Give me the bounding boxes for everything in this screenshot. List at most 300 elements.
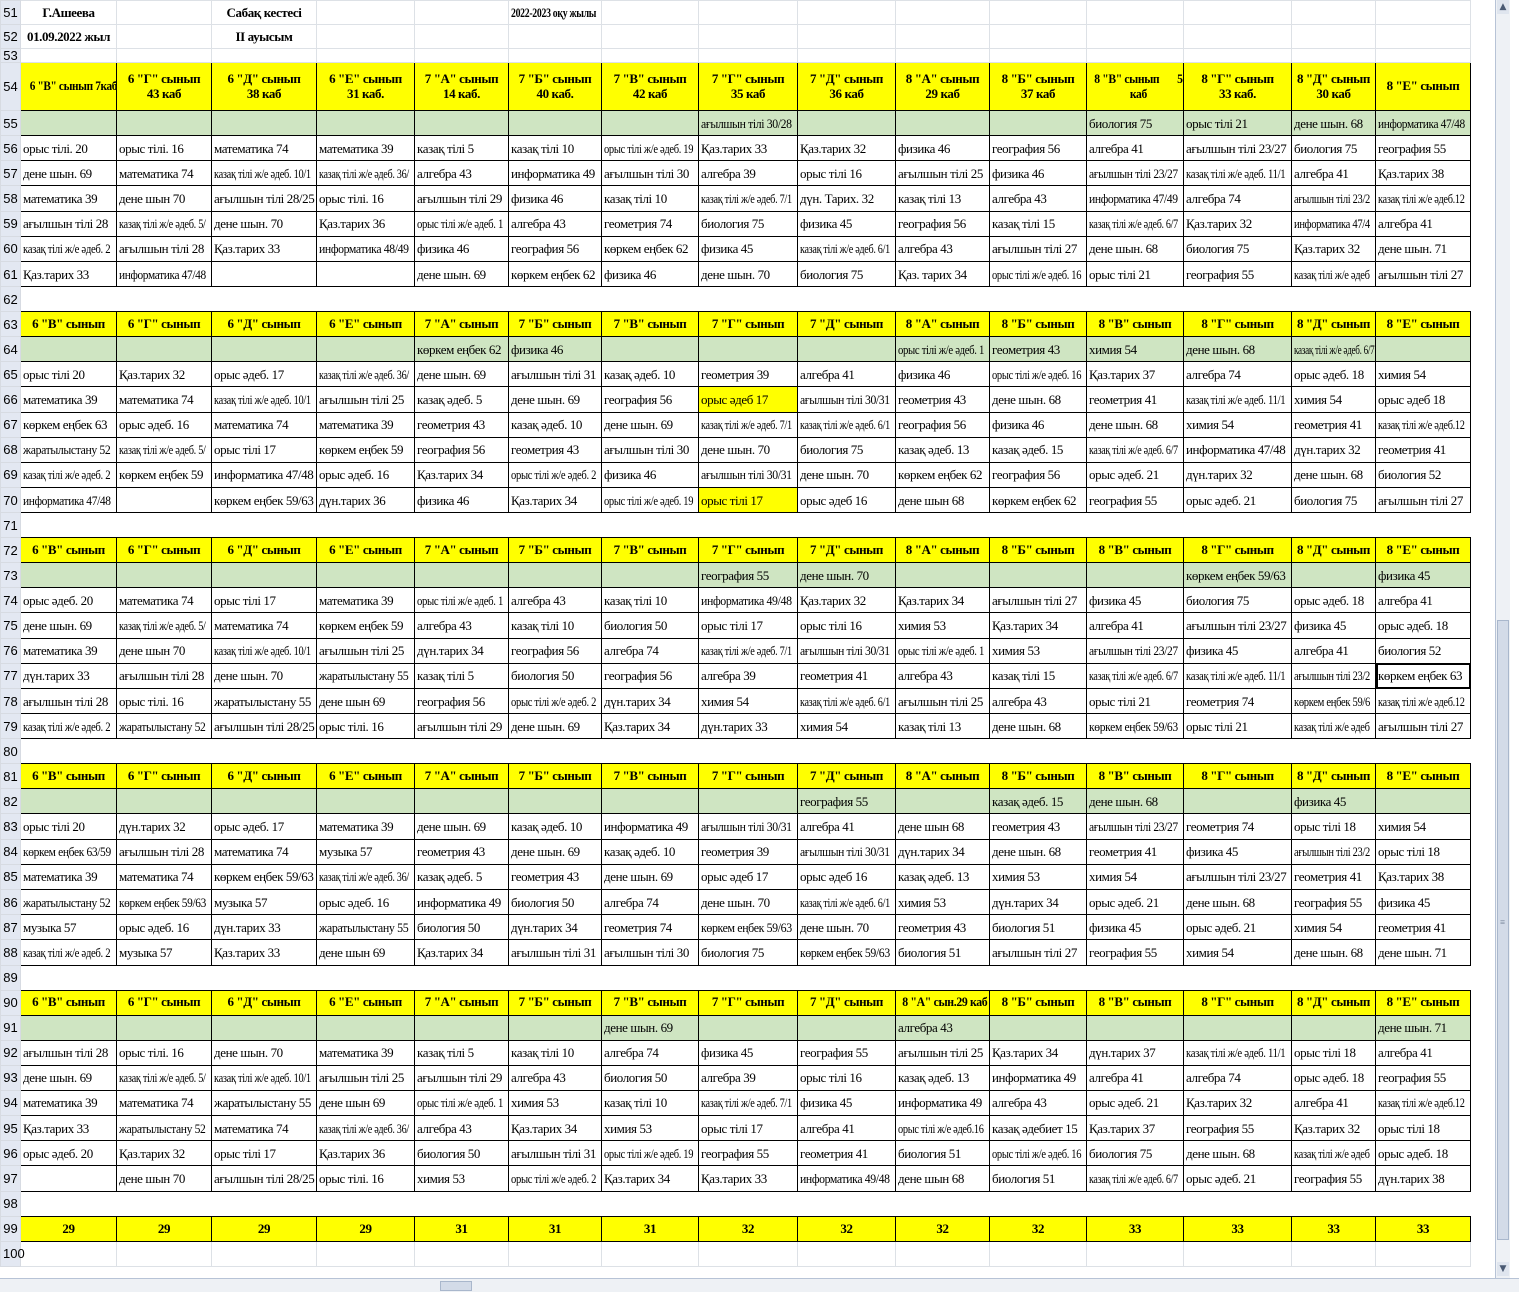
cell[interactable]: казақ тілі ж/е әдеб [1292,714,1376,739]
cell[interactable]: география 55 [1087,940,1184,965]
cell[interactable]: орыс тілі 20 [21,362,117,387]
cell[interactable]: дене шын 70 [117,638,212,663]
row-number[interactable]: 95 [1,1116,21,1141]
class-header-cell[interactable] [1184,764,1292,789]
cell[interactable] [117,1015,212,1040]
cell[interactable]: көркем еңбек 63/59 [21,839,117,864]
cell[interactable] [415,789,509,814]
cell[interactable] [509,1191,602,1216]
cell[interactable] [1184,1191,1292,1216]
cell[interactable]: казақ тілі 5 [415,1040,509,1065]
cell[interactable]: химия 54 [1184,940,1292,965]
cell[interactable]: көркем еңбек 62 [509,261,602,286]
cell[interactable]: геометрия 43 [509,437,602,462]
cell[interactable]: Қаз.тарих 38 [1376,864,1471,889]
cell[interactable]: казақ әдеб. 5 [415,864,509,889]
cell[interactable]: дене шын. 68 [1087,789,1184,814]
cell[interactable]: дене шын. 69 [509,387,602,412]
cell[interactable] [509,513,602,538]
cell[interactable]: 01.09.2022 жыл [21,25,117,49]
class-header-cell[interactable] [21,63,117,111]
cell[interactable] [896,739,990,764]
cell[interactable] [699,1015,798,1040]
cell[interactable]: геометрия 43 [509,864,602,889]
cell[interactable] [602,111,699,136]
cell[interactable] [21,1166,117,1191]
cell[interactable]: алгебра 39 [699,663,798,688]
cell[interactable] [415,287,509,312]
cell[interactable]: алгебра 43 [896,1015,990,1040]
cell[interactable]: көркем еңбек 62 [990,488,1087,513]
cell[interactable]: дене шын 68 [896,1166,990,1191]
cell[interactable]: геометрия 39 [699,362,798,387]
cell[interactable]: биология 75 [1292,488,1376,513]
row-number[interactable]: 65 [1,362,21,387]
cell[interactable]: химия 54 [1087,337,1184,362]
cell[interactable]: казақ тілі ж/е әдеб. 36/ [317,362,415,387]
cell[interactable] [1087,1191,1184,1216]
cell[interactable]: казақ тілі ж/е әдеб. 11/1 [1184,663,1292,688]
cell[interactable] [602,563,699,588]
cell[interactable]: алгебра 41 [1292,1090,1376,1115]
cell[interactable]: биология 75 [1292,136,1376,161]
cell[interactable]: алгебра 43 [415,613,509,638]
cell[interactable] [1087,1015,1184,1040]
row-number[interactable]: 56 [1,136,21,161]
cell[interactable]: казақ тілі ж/е әдеб.12 [1376,186,1471,211]
cell[interactable] [1292,965,1376,990]
cell[interactable]: орыс тілі 20 [21,814,117,839]
class-header-cell[interactable] [602,63,699,111]
row-number[interactable]: 82 [1,789,21,814]
cell[interactable] [896,1241,990,1266]
total-cell[interactable]: 29 [317,1216,415,1241]
cell[interactable]: алгебра 43 [990,186,1087,211]
cell[interactable] [1292,1191,1376,1216]
row-number[interactable]: 57 [1,161,21,186]
cell[interactable]: көркем еңбек 59/6 [1292,689,1376,714]
cell[interactable]: химия 54 [699,689,798,714]
cell[interactable] [798,1241,896,1266]
cell[interactable]: көркем еңбек 63 [21,412,117,437]
total-cell[interactable]: 32 [990,1216,1087,1241]
class-header-cell[interactable] [415,312,509,337]
cell[interactable] [602,965,699,990]
cell[interactable]: география 56 [415,437,509,462]
cell[interactable]: казақ тілі ж/е әдеб.12 [1376,689,1471,714]
cell[interactable]: физика 46 [509,337,602,362]
cell[interactable]: математика 74 [212,136,317,161]
cell[interactable]: дүн.тарих 34 [509,915,602,940]
cell[interactable] [117,25,212,49]
cell[interactable] [1376,513,1471,538]
cell[interactable]: алгебра 39 [699,1065,798,1090]
class-header-cell[interactable] [699,63,798,111]
cell[interactable]: казақ тілі 5 [415,136,509,161]
cell[interactable] [212,789,317,814]
cell[interactable]: ағылшын тілі 29 [415,186,509,211]
cell[interactable]: казақ тілі 10 [509,136,602,161]
cell[interactable]: биология 51 [990,1166,1087,1191]
total-cell[interactable]: 32 [798,1216,896,1241]
cell[interactable] [1087,49,1184,63]
cell[interactable]: ағылшын тілі 29 [415,1065,509,1090]
cell[interactable]: казақ тілі ж/е әдеб. 10/1 [212,387,317,412]
cell[interactable] [415,965,509,990]
cell[interactable]: физика 45 [1087,915,1184,940]
scroll-down-button[interactable] [1497,1262,1509,1276]
class-header-cell[interactable] [509,990,602,1015]
cell[interactable]: көркем еңбек 59/63 [1087,714,1184,739]
cell[interactable] [1376,1241,1471,1266]
cell[interactable]: орыс тілі ж/е әдеб. 1 [415,211,509,236]
class-header-cell[interactable] [21,990,117,1015]
class-header-cell[interactable] [1376,538,1471,563]
cell[interactable] [602,337,699,362]
cell[interactable]: казақ тілі ж/е әдеб [1292,1141,1376,1166]
cell[interactable]: география 56 [602,387,699,412]
total-cell[interactable]: 29 [212,1216,317,1241]
cell[interactable]: геометрия 43 [896,387,990,412]
cell[interactable]: дене шын. 69 [21,161,117,186]
cell[interactable] [415,25,509,49]
cell[interactable]: орыс әдеб. 16 [117,915,212,940]
class-header-cell[interactable] [896,312,990,337]
cell[interactable] [699,1241,798,1266]
class-header-cell[interactable] [1376,764,1471,789]
class-header-cell[interactable] [415,764,509,789]
cell[interactable]: Қаз.тарих 33 [212,940,317,965]
cell[interactable]: көркем еңбек 59 [317,437,415,462]
cell[interactable]: ағылшын тілі 23/2 [1292,186,1376,211]
class-header-cell[interactable] [1292,990,1376,1015]
cell[interactable]: орыс тілі 18 [1292,814,1376,839]
cell[interactable]: алгебра 41 [1087,136,1184,161]
cell[interactable] [798,1,896,25]
cell[interactable]: геометрия 43 [415,412,509,437]
cell[interactable]: физика 45 [1376,889,1471,914]
cell[interactable]: казақ тілі 15 [990,663,1087,688]
cell[interactable]: казақ тілі 5 [415,663,509,688]
cell[interactable]: ағылшын тілі 23/27 [1184,136,1292,161]
row-number[interactable]: 92 [1,1040,21,1065]
cell[interactable] [1376,337,1471,362]
cell[interactable] [117,1191,212,1216]
cell[interactable]: биология 75 [1087,111,1184,136]
cell[interactable] [117,287,212,312]
cell[interactable]: орыс тілі 17 [212,588,317,613]
cell[interactable]: казақ әдеб. 10 [509,814,602,839]
class-header-cell[interactable] [415,63,509,111]
cell[interactable]: ағылшын тілі 23/27 [1087,814,1184,839]
row-number[interactable]: 68 [1,437,21,462]
cell[interactable] [21,563,117,588]
cell[interactable]: казақ тілі 10 [602,1090,699,1115]
class-header-cell[interactable] [1376,312,1471,337]
cell[interactable]: дүн. Тарих. 32 [798,186,896,211]
row-number[interactable]: 71 [1,513,21,538]
cell[interactable]: орыс тілі. 16 [117,689,212,714]
cell[interactable]: казақ тілі ж/е әдеб. 7/1 [699,412,798,437]
cell[interactable] [1376,287,1471,312]
cell[interactable]: физика 45 [1292,789,1376,814]
cell[interactable]: көркем еңбек 59/63 [117,889,212,914]
cell[interactable]: дене шын. 70 [212,211,317,236]
cell[interactable]: орыс әдеб. 21 [1087,462,1184,487]
cell[interactable] [317,1191,415,1216]
cell[interactable]: орыс тілі ж/е әдеб. 19 [602,1141,699,1166]
cell[interactable]: орыс тілі. 16 [317,714,415,739]
cell[interactable]: орыс тілі 18 [1376,1116,1471,1141]
cell[interactable]: математика 39 [21,186,117,211]
cell[interactable]: физика 46 [896,362,990,387]
cell[interactable]: орыс әдеб. 18 [1376,613,1471,638]
cell[interactable] [990,1015,1087,1040]
class-header-cell[interactable] [896,63,990,111]
cell[interactable]: география 56 [415,689,509,714]
cell[interactable]: математика 74 [117,161,212,186]
cell[interactable]: информатика 47/48 [212,462,317,487]
cell[interactable]: ағылшын тілі 28 [117,236,212,261]
cell[interactable]: дене шын 68 [896,814,990,839]
cell[interactable]: казақ тілі ж/е әдеб. 5/ [117,1065,212,1090]
cell[interactable]: Қаз.тарих 32 [117,1141,212,1166]
cell[interactable]: математика 74 [212,1116,317,1141]
cell[interactable] [1184,25,1292,49]
cell[interactable]: орыс тілі ж/е әдеб. 16 [990,362,1087,387]
cell[interactable]: орыс әдеб. 18 [1292,1065,1376,1090]
cell[interactable]: казақ тілі ж/е әдеб. 6/7 [1292,337,1376,362]
cell[interactable]: ағылшын тілі 31 [509,1141,602,1166]
cell[interactable]: көркем еңбек 63 [1376,663,1471,688]
cell[interactable]: орыс әдеб. 21 [1184,1166,1292,1191]
cell[interactable]: орыс әдеб 16 [798,488,896,513]
cell[interactable] [21,1191,117,1216]
cell[interactable]: физика 45 [798,1090,896,1115]
cell[interactable] [1087,513,1184,538]
cell[interactable]: Қаз.тарих 34 [896,588,990,613]
total-cell[interactable]: 33 [1376,1216,1471,1241]
cell[interactable]: орыс тілі ж/е әдеб. 1 [415,588,509,613]
cell[interactable] [117,739,212,764]
cell[interactable]: дене шын. 69 [21,613,117,638]
class-header-cell[interactable] [1184,312,1292,337]
cell[interactable]: казақ әдеб. 15 [990,437,1087,462]
cell[interactable] [1292,1241,1376,1266]
class-header-cell[interactable] [1087,312,1184,337]
cell[interactable] [1184,965,1292,990]
cell[interactable]: орыс әдеб. 17 [212,362,317,387]
cell[interactable] [212,49,317,63]
row-number[interactable]: 86 [1,889,21,914]
cell[interactable]: химия 54 [1087,864,1184,889]
row-number[interactable]: 81 [1,764,21,789]
cell[interactable]: алгебра 41 [798,1116,896,1141]
cell[interactable] [21,1241,117,1266]
cell[interactable] [1292,49,1376,63]
row-number[interactable]: 99 [1,1216,21,1241]
cell[interactable]: биология 75 [699,211,798,236]
total-cell[interactable]: 31 [415,1216,509,1241]
row-number[interactable]: 75 [1,613,21,638]
cell[interactable]: ағылшын тілі 30 [602,161,699,186]
cell[interactable]: информатика 47/4 [1292,211,1376,236]
cell[interactable]: дене шын. 68 [1292,940,1376,965]
cell[interactable]: казақ тілі ж/е әдеб. 10/1 [212,638,317,663]
row-number[interactable]: 67 [1,412,21,437]
cell[interactable]: география 55 [1376,136,1471,161]
cell[interactable]: Қаз.тарих 34 [415,462,509,487]
row-number[interactable]: 83 [1,814,21,839]
class-header-cell[interactable] [1087,63,1184,111]
cell[interactable]: алгебра 41 [1292,638,1376,663]
cell[interactable]: биология 50 [415,1141,509,1166]
cell[interactable] [1184,287,1292,312]
cell[interactable]: музыка 57 [317,839,415,864]
cell[interactable]: геометрия 43 [990,337,1087,362]
cell[interactable]: география 55 [1376,1065,1471,1090]
cell[interactable] [1087,1241,1184,1266]
cell[interactable] [990,563,1087,588]
cell[interactable] [798,1191,896,1216]
cell[interactable]: ағылшын тілі 23/2 [1292,839,1376,864]
cell[interactable]: казақ тілі 13 [896,714,990,739]
cell[interactable]: дене шын. 71 [1376,1015,1471,1040]
cell[interactable]: математика 39 [21,864,117,889]
cell[interactable]: орыс тілі ж/е әдеб. 1 [415,1090,509,1115]
row-number[interactable]: 72 [1,538,21,563]
cell[interactable]: казақ тілі ж/е әдеб. 36/ [317,161,415,186]
class-header-cell[interactable] [990,538,1087,563]
cell[interactable]: орыс тілі. 16 [317,1166,415,1191]
cell[interactable]: геометрия 74 [1184,689,1292,714]
cell[interactable] [896,965,990,990]
cell[interactable]: дүн.тарих 37 [1087,1040,1184,1065]
cell[interactable]: геометрия 43 [415,839,509,864]
cell[interactable]: казақ тілі 15 [990,211,1087,236]
cell[interactable]: Қаз.тарих 37 [1087,362,1184,387]
row-number[interactable]: 77 [1,663,21,688]
row-number[interactable]: 93 [1,1065,21,1090]
cell[interactable]: жаратылыстану 55 [212,1090,317,1115]
cell[interactable]: казақ тілі ж/е әдеб.12 [1376,1090,1471,1115]
class-header-cell[interactable] [699,990,798,1015]
cell[interactable]: казақ тілі ж/е әдеб. 5/ [117,211,212,236]
cell[interactable]: ағылшын тілі 27 [1376,714,1471,739]
cell[interactable]: дене шын. 68 [990,714,1087,739]
cell[interactable] [1376,1191,1471,1216]
cell[interactable]: орыс тілі 16 [798,1065,896,1090]
cell[interactable]: ағылшын тілі 28/25 [212,1166,317,1191]
class-header-cell[interactable] [509,538,602,563]
class-header-cell[interactable] [1292,764,1376,789]
cell[interactable] [415,563,509,588]
cell[interactable]: жаратылыстану 52 [117,1116,212,1141]
cell[interactable] [317,563,415,588]
cell[interactable] [212,965,317,990]
cell[interactable] [509,1241,602,1266]
row-number[interactable]: 54 [1,63,21,111]
cell[interactable] [1184,1,1292,25]
row-number[interactable]: 73 [1,563,21,588]
cell[interactable]: музыка 57 [212,889,317,914]
cell[interactable]: казақ тілі ж/е әдеб. 5/ [117,613,212,638]
cell[interactable]: алгебра 74 [1184,1065,1292,1090]
cell[interactable]: көркем еңбек 59/63 [212,864,317,889]
cell[interactable] [990,1,1087,25]
cell[interactable]: алгебра 41 [1292,161,1376,186]
cell[interactable]: орыс тілі 21 [1184,111,1292,136]
cell[interactable]: химия 54 [1292,387,1376,412]
cell[interactable]: орыс тілі 16 [798,161,896,186]
cell[interactable]: география 56 [896,412,990,437]
cell[interactable] [212,1241,317,1266]
cell[interactable] [699,1,798,25]
cell[interactable] [798,111,896,136]
cell[interactable]: орыс тілі 16 [798,613,896,638]
cell[interactable] [990,1191,1087,1216]
row-number[interactable]: 100 [1,1241,21,1266]
cell[interactable] [509,789,602,814]
cell[interactable]: дене шын. 68 [990,387,1087,412]
class-header-cell[interactable] [1184,538,1292,563]
cell[interactable]: ағылшын тілі 30/28 [699,111,798,136]
cell[interactable] [699,789,798,814]
cell[interactable]: казақ тілі 10 [509,1040,602,1065]
cell[interactable] [509,287,602,312]
cell[interactable] [1376,965,1471,990]
cell[interactable]: ағылшын тілі 30 [602,940,699,965]
cell[interactable]: геометрия 74 [602,915,699,940]
cell[interactable] [896,563,990,588]
cell[interactable]: 2022-2023 оқу жылы [509,1,602,25]
cell[interactable]: ағылшын тілі 28 [21,211,117,236]
cell[interactable] [1184,49,1292,63]
cell[interactable] [117,49,212,63]
cell[interactable]: ағылшын тілі 25 [317,387,415,412]
cell[interactable]: орыс тілі ж/е әдеб.16 [896,1116,990,1141]
cell[interactable]: дүн.тарих 34 [602,689,699,714]
cell[interactable] [117,111,212,136]
cell[interactable]: дүн.тарих 33 [21,663,117,688]
cell[interactable]: дене шын. 69 [602,1015,699,1040]
class-header-cell[interactable] [509,764,602,789]
cell[interactable]: музыка 57 [21,915,117,940]
class-header-cell[interactable] [212,990,317,1015]
cell[interactable]: казақ тілі 10 [509,613,602,638]
cell[interactable] [317,25,415,49]
cell[interactable]: казақ әдеб. 13 [896,864,990,889]
cell[interactable]: дене шын. 70 [212,663,317,688]
cell[interactable]: физика 45 [699,236,798,261]
cell[interactable]: Қаз.тарих 32 [1184,1090,1292,1115]
cell[interactable]: дүн.тарих 36 [317,488,415,513]
cell[interactable]: орыс әдеб. 21 [1087,1090,1184,1115]
cell[interactable]: казақ тілі ж/е әдеб. 6/7 [1087,437,1184,462]
cell[interactable] [798,49,896,63]
cell[interactable]: Қаз.тарих 32 [798,136,896,161]
cell[interactable] [699,739,798,764]
cell[interactable]: алгебра 74 [1184,362,1292,387]
class-header-cell[interactable] [117,312,212,337]
cell[interactable]: алгебра 43 [896,663,990,688]
cell[interactable]: биология 50 [602,1065,699,1090]
cell[interactable]: информатика 47/48 [1376,111,1471,136]
cell[interactable]: география 55 [1087,488,1184,513]
cell[interactable]: орыс әдеб. 18 [1376,1141,1471,1166]
cell[interactable]: география 56 [990,462,1087,487]
cell[interactable] [1184,1241,1292,1266]
